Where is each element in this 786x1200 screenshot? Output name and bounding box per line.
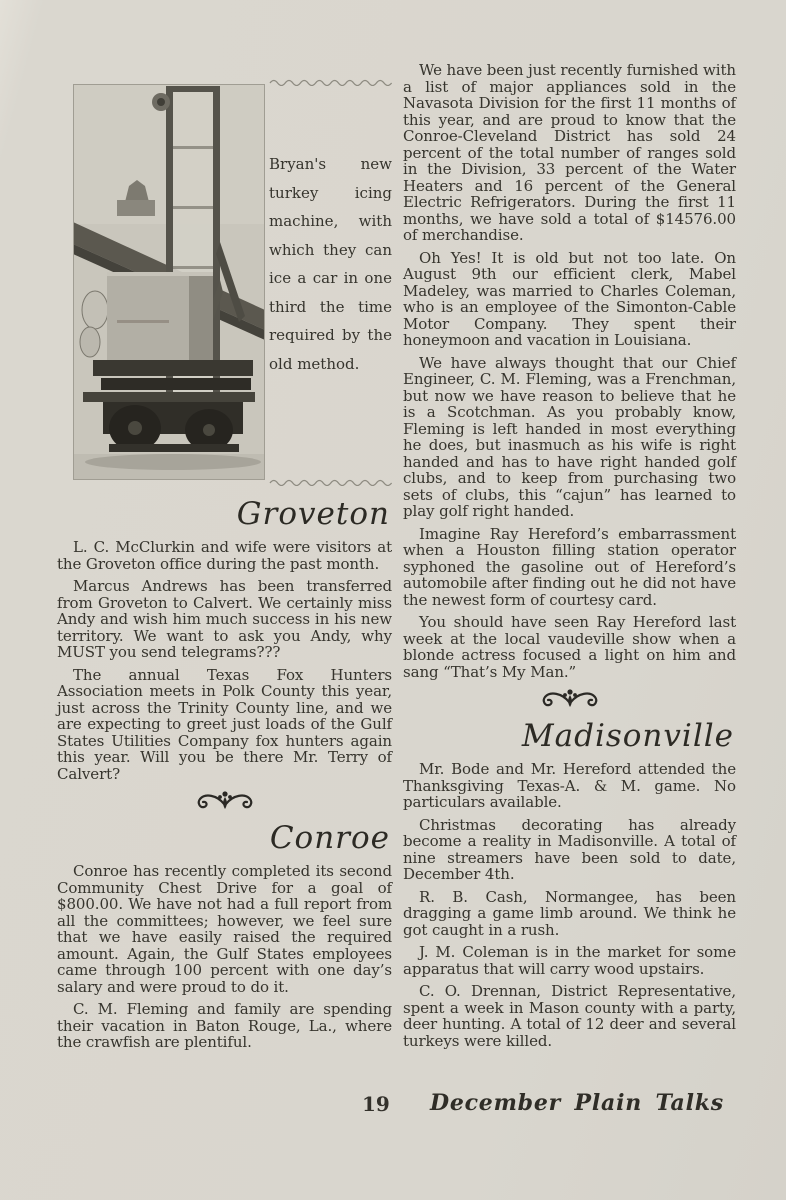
left-column	[57, 60, 392, 1057]
paragraph: Conroe has recently completed its second Community Chest Drive for a goal of $800.00. We have not had a full report from all the committees; however, we feel sure that we have easily raised the required amount. Again, the Gulf States employees came through 100 percent with one day’s salary and were proud to do it.	[57, 862, 392, 996]
paragraph: Christmas decorating has already become a reality in Madisonville. A total of nine streamers have been sold to date, December 4th.	[403, 815, 736, 883]
photo-caption: Bryan's new turkey icing machine, with which they can ice a car in one third the time required by the old method.	[269, 155, 392, 373]
fleuron-ornament-icon	[57, 788, 392, 816]
paragraph: C. O. Drennan, District Representative, spent a week in Mason county with a party, deer hunting. A total of 12 deer and several turkeys were killed.	[403, 982, 736, 1050]
paragraph: Oh Yes! It is old but not too late. On August 9th our efficient clerk, Mabel Madeley, was married to Charles Coleman, who is an employee of the Simonton-Cable Motor Company. They spent their honeymoon and vacation in Louisiana.	[403, 248, 736, 349]
section-title-madisonville: Madisonville	[521, 718, 734, 754]
paragraph: J. M. Coleman is in the market for some apparatus that will carry wood upstairs.	[403, 943, 736, 978]
machine-photo-illustration	[73, 84, 265, 480]
paragraph: We have been just recently furnished with a list of major appliances sold in the Navasota Division for the first 11 months of this year, and are proud to know that the Conroe-Cleveland District has sold 24 percent of the total number of ranges sold in the Division, 33 percent of the Water Heaters and 16 percent of the General Electric Refrigerators. During the first 11 months, we have sold a total of $14576.00 of merchandise.	[403, 61, 736, 244]
section-title-conroe: Conroe	[269, 820, 390, 856]
machine-photo	[73, 84, 265, 480]
paragraph: R. B. Cash, Normangee, has been dragging a game limb around. We think he got caught in a rush.	[403, 887, 736, 939]
photo-figure	[57, 60, 392, 492]
paragraph: We have always thought that our Chief Engineer, C. M. Fleming, was a Frenchman, but now we have reason to believe that he is a Scotchman. As you probably know, Fleming is left handed in most everything he does, but inasmuch as his wife is right handed and has to have right handed golf clubs, and to keep from purchasing two sets of clubs, this “cajun” has learned to play golf right handed.	[403, 353, 736, 520]
paragraph: You should have seen Ray Hereford last week at the local vaudeville show when a blonde actress focused a light on him and sang “That’s My Man.”	[403, 613, 736, 681]
paragraph: L. C. McClurkin and wife were visitors at the Groveton office during the past month.	[57, 538, 392, 573]
section-title-groveton: Groveton	[236, 496, 390, 532]
fleuron-ornament-icon	[403, 686, 736, 714]
paragraph: Mr. Bode and Mr. Hereford attended the Thanksgiving Texas-A. & M. game. No particulars available.	[403, 760, 736, 811]
paragraph: Imagine Ray Hereford’s embarrassment when a Houston filling station operator syphoned the gasoline out of Hereford’s automobile after finding out he did not have the newest form of courtesy card.	[403, 524, 736, 609]
paragraph: The annual Texas Fox Hunters Association meets in Polk County this year, just across the Trinity County line, and we are expecting to greet just loads of the Gulf States Utilities Company fox hunters again this year. Will you be there Mr. Terry of Calvert?	[57, 665, 392, 783]
paragraph: C. M. Fleming and family are spending their vacation in Baton Rouge, La., where the crawfish are plentiful.	[57, 1000, 392, 1051]
paragraph: Marcus Andrews has been transferred from Groveton to Calvert. We certainly miss Andy and wish him much success in his new territory. We want to ask you Andy, why MUST you send telegrams???	[57, 577, 392, 661]
right-column	[403, 62, 736, 1055]
page-number: 19	[362, 1092, 390, 1116]
wavy-divider-icon	[269, 478, 392, 486]
photo-caption-column	[269, 78, 392, 486]
publication-title: December Plain Talks	[429, 1090, 724, 1116]
wavy-divider-icon	[269, 78, 392, 86]
